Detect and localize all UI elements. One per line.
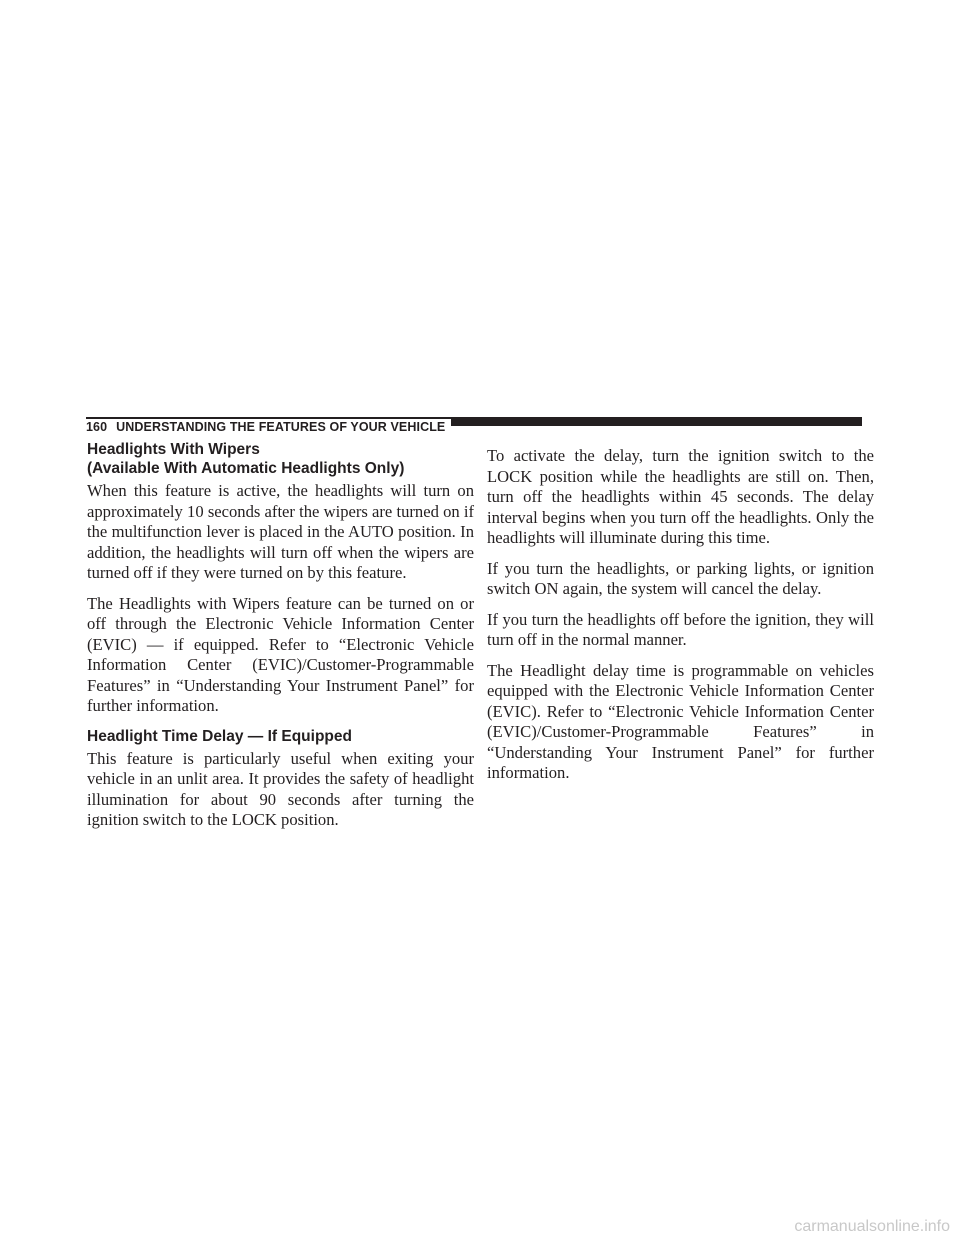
- section-title: UNDERSTANDING THE FEATURES OF YOUR VEHICLE: [116, 420, 446, 434]
- heading-line-1: Headlights With Wipers: [87, 441, 260, 458]
- paragraph-wipers-1: When this feature is active, the headlights will turn on approximately 10 seconds after the wipers are turned on if the multifunction lever is placed in the AUTO position. In addition, the headlights will turn off when the wipers are turned off if they were turned on by this feature.: [87, 481, 474, 582]
- heading-line-2: (Available With Automatic Headlights Only): [87, 460, 405, 477]
- paragraph-delay-3: If you turn the headlights, or parking lights, or ignition switch ON again, the system will cancel the delay.: [487, 558, 874, 598]
- left-column: [87, 440, 474, 841]
- watermark: carmanualsonline.info: [794, 1218, 950, 1235]
- paragraph-wipers-2: The Headlights with Wipers feature can be turned on or off through the Electronic Vehicle Information Center (EVIC) — if equipped. Refer to “Electronic Vehicle Information Center (EVIC)/Customer-Programmable Features” in “Understanding Your Instrument Panel” for further information.: [87, 593, 474, 715]
- page-number: 160: [86, 420, 108, 434]
- page-header: [86, 417, 862, 435]
- paragraph-delay-1: This feature is particularly useful when exiting your vehicle in an unlit area. It provides the safety of headlight illumination for about 90 seconds after turning the ignition switch to the LOCK position.: [87, 748, 474, 829]
- header-text: [86, 419, 451, 435]
- right-column: [487, 446, 874, 794]
- paragraph-delay-4: If you turn the headlights off before the ignition, they will turn off in the normal manner.: [487, 609, 874, 649]
- paragraph-delay-2: To activate the delay, turn the ignition switch to the LOCK position while the headlights are still on. Then, turn off the headlights within 45 seconds. The delay interval begins when you turn off the headlights. Only the headlights will illuminate during this time.: [487, 446, 874, 547]
- heading-headlight-time-delay: Headlight Time Delay — If Equipped: [87, 727, 352, 745]
- heading-headlights-with-wipers: [87, 440, 474, 478]
- paragraph-delay-5: The Headlight delay time is programmable on vehicles equipped with the Electronic Vehicle Information Center (EVIC). Refer to “Electronic Vehicle Information Center (EVIC)/Customer-Programmable Features” in “Understanding Your Instrument Panel” for further information.: [487, 660, 874, 782]
